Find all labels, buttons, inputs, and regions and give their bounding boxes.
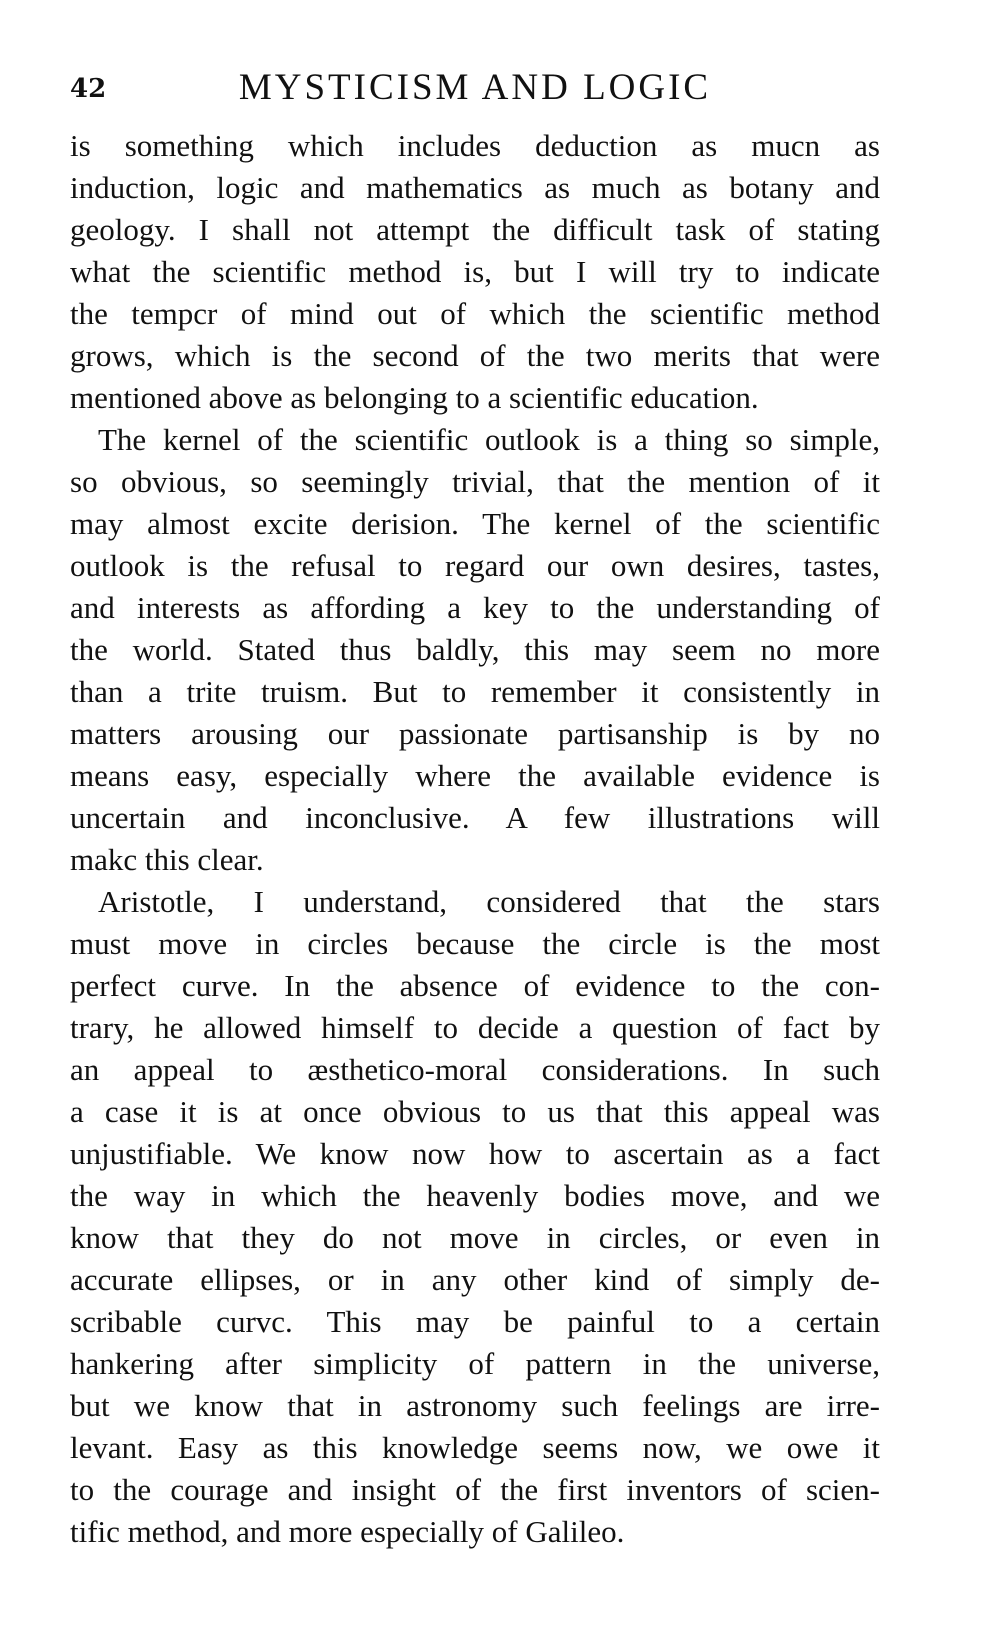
text-line: accurate ellipses, or in any other kind of simply de- <box>70 1262 880 1297</box>
text-line: is something which includes deduction as mucn as <box>70 128 880 163</box>
text-line: a case it is at once obvious to us that this appeal was <box>70 1094 880 1129</box>
text-line: outlook is the refusal to regard our own desires, tastes, <box>70 548 880 583</box>
text-line: makc this clear. <box>70 842 264 877</box>
text-line: must move in circles because the circle is the most <box>70 926 880 961</box>
text-line: mentioned above as belonging to a scientific education. <box>70 380 759 415</box>
running-title: MYSTICISM AND LOGIC <box>238 67 712 108</box>
text-line: to the courage and insight of the first inventors of scien- <box>70 1472 880 1507</box>
text-line: hankering after simplicity of pattern in the universe, <box>70 1346 880 1381</box>
text-line: than a trite truism. But to remember it consistently in <box>70 674 880 709</box>
text-line: unjustifiable. We know now how to ascertain as a fact <box>70 1136 880 1171</box>
text-line: levant. Easy as this knowledge seems now, we owe it <box>70 1430 880 1465</box>
text-line: geology. I shall not attempt the difficult task of stating <box>70 212 880 247</box>
text-line: uncertain and inconclusive. A few illustrations will <box>70 800 880 835</box>
text-line: the world. Stated thus baldly, this may seem no more <box>70 632 880 667</box>
text-line: means easy, especially where the available evidence is <box>70 758 880 793</box>
text-line: The kernel of the scientific outlook is a thing so simple, <box>98 422 880 457</box>
text-line: perfect curve. In the absence of evidence to the con- <box>70 968 880 1003</box>
text-line: the tempcr of mind out of which the scientific method <box>70 296 880 331</box>
text-line: so obvious, so seemingly trivial, that the mention of it <box>70 464 880 499</box>
text-line: the way in which the heavenly bodies move, and we <box>70 1178 880 1213</box>
running-head <box>70 66 880 116</box>
text-line: what the scientific method is, but I will try to indicate <box>70 254 880 289</box>
text-line: and interests as affording a key to the understanding of <box>70 590 880 625</box>
paragraph-3 <box>70 881 880 1553</box>
paragraph-1 <box>70 125 880 419</box>
paragraph-2 <box>70 419 880 881</box>
text-line: scribable curvc. This may be painful to a certain <box>70 1304 880 1339</box>
text-line: tific method, and more especially of Galileo. <box>70 1514 625 1549</box>
text-line: know that they do not move in circles, or even in <box>70 1220 880 1255</box>
text-line: trary, he allowed himself to decide a question of fact by <box>70 1010 880 1045</box>
text-line: grows, which is the second of the two merits that were <box>70 338 880 373</box>
text-line: may almost excite derision. The kernel of the scientific <box>70 506 880 541</box>
text-line: an appeal to æsthetico-moral considerations. In such <box>70 1052 880 1087</box>
text-line: Aristotle, I understand, considered that the stars <box>98 884 880 919</box>
text-line: induction, logic and mathematics as much as botany and <box>70 170 880 205</box>
page-number: 42 <box>70 74 107 104</box>
text-line: matters arousing our passionate partisanship is by no <box>70 716 880 751</box>
body-text <box>70 125 880 1553</box>
text-line: but we know that in astronomy such feelings are irre- <box>70 1388 880 1423</box>
